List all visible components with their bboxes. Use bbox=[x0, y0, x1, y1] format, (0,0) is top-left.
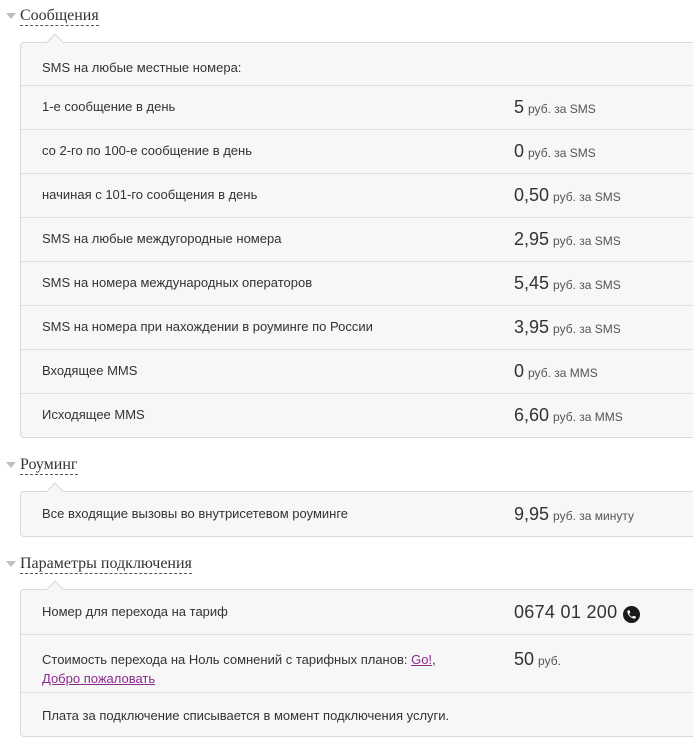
price-value: 0 bbox=[514, 141, 525, 161]
tariff-number bbox=[514, 602, 640, 623]
row-price bbox=[514, 185, 621, 206]
section-title-connection[interactable]: Параметры подключения bbox=[20, 555, 192, 572]
price-value: 9,95 bbox=[514, 504, 550, 524]
row-label: SMS на любые местные номера: bbox=[42, 60, 242, 75]
cost-price bbox=[514, 649, 561, 670]
row-label: начиная с 101-го сообщения в день bbox=[42, 187, 258, 202]
section-title-messages[interactable]: Сообщения bbox=[20, 7, 99, 24]
price-value: 50 bbox=[514, 649, 535, 669]
table-row bbox=[21, 634, 693, 692]
link-go[interactable]: Go! bbox=[411, 652, 433, 667]
price-unit: руб. за MMS bbox=[553, 410, 623, 424]
price-value: 6,60 bbox=[514, 405, 550, 425]
table-row bbox=[21, 173, 693, 217]
connection-note: Плата за подключение списывается в момент подключения услуги. bbox=[42, 708, 450, 723]
price-value: 5 bbox=[514, 97, 525, 117]
link-dobro-pozhalovat[interactable]: Добро пожаловать bbox=[42, 671, 156, 686]
table-row bbox=[21, 305, 693, 349]
price-unit: руб. за SMS bbox=[528, 102, 596, 116]
row-label: SMS на любые междугородные номера bbox=[42, 231, 282, 246]
connection-panel bbox=[20, 589, 693, 737]
row-price bbox=[514, 97, 596, 118]
row-price bbox=[514, 317, 621, 338]
row-price bbox=[514, 504, 634, 525]
price-value: 2,95 bbox=[514, 229, 550, 249]
row-price bbox=[514, 405, 623, 426]
price-value: 0,50 bbox=[514, 185, 550, 205]
section-title-roaming[interactable]: Роуминг bbox=[20, 456, 78, 473]
price-value: 5,45 bbox=[514, 273, 550, 293]
price-unit: руб. за SMS bbox=[553, 190, 621, 204]
table-row bbox=[21, 43, 693, 85]
price-unit: руб. за минуту bbox=[553, 509, 634, 523]
row-price bbox=[514, 229, 621, 250]
table-row bbox=[21, 217, 693, 261]
tariff-number-value: 0674 01 200 bbox=[514, 602, 618, 622]
row-label: Исходящее MMS bbox=[42, 407, 145, 422]
collapse-triangle-icon[interactable] bbox=[6, 561, 16, 567]
collapse-triangle-icon[interactable] bbox=[6, 13, 16, 19]
roaming-panel bbox=[20, 491, 693, 537]
table-row bbox=[21, 692, 693, 736]
table-row bbox=[21, 590, 693, 634]
row-label: 1-е сообщение в день bbox=[42, 99, 176, 114]
price-unit: руб. за SMS bbox=[553, 322, 621, 336]
price-unit: руб. за MMS bbox=[528, 366, 598, 380]
price-unit: руб. bbox=[538, 654, 561, 668]
table-row bbox=[21, 492, 693, 536]
row-price bbox=[514, 361, 598, 382]
price-unit: руб. за SMS bbox=[553, 278, 621, 292]
row-label: SMS на номера при нахождении в роуминге по России bbox=[42, 319, 373, 334]
row-label: SMS на номера международных операторов bbox=[42, 275, 313, 290]
table-row bbox=[21, 349, 693, 393]
cost-label bbox=[42, 650, 436, 688]
row-label: Входящее MMS bbox=[42, 363, 138, 378]
cost-label-separator: , bbox=[432, 652, 436, 667]
price-unit: руб. за SMS bbox=[553, 234, 621, 248]
price-unit: руб. за SMS bbox=[528, 146, 596, 160]
table-row bbox=[21, 261, 693, 305]
row-label: со 2-го по 100-е сообщение в день bbox=[42, 143, 252, 158]
row-label: Все входящие вызовы во внутрисетевом роуминге bbox=[42, 506, 349, 521]
price-value: 0 bbox=[514, 361, 525, 381]
cost-label-text: Стоимость перехода на Ноль сомнений с тарифных планов: bbox=[42, 652, 412, 667]
phone-icon[interactable] bbox=[623, 606, 640, 623]
messages-panel bbox=[20, 42, 693, 438]
table-row bbox=[21, 85, 693, 129]
table-row bbox=[21, 129, 693, 173]
tariff-number-label: Номер для перехода на тариф bbox=[42, 604, 228, 619]
collapse-triangle-icon[interactable] bbox=[6, 462, 16, 468]
table-row bbox=[21, 393, 693, 437]
row-price bbox=[514, 273, 621, 294]
row-price bbox=[514, 141, 596, 162]
price-value: 3,95 bbox=[514, 317, 550, 337]
